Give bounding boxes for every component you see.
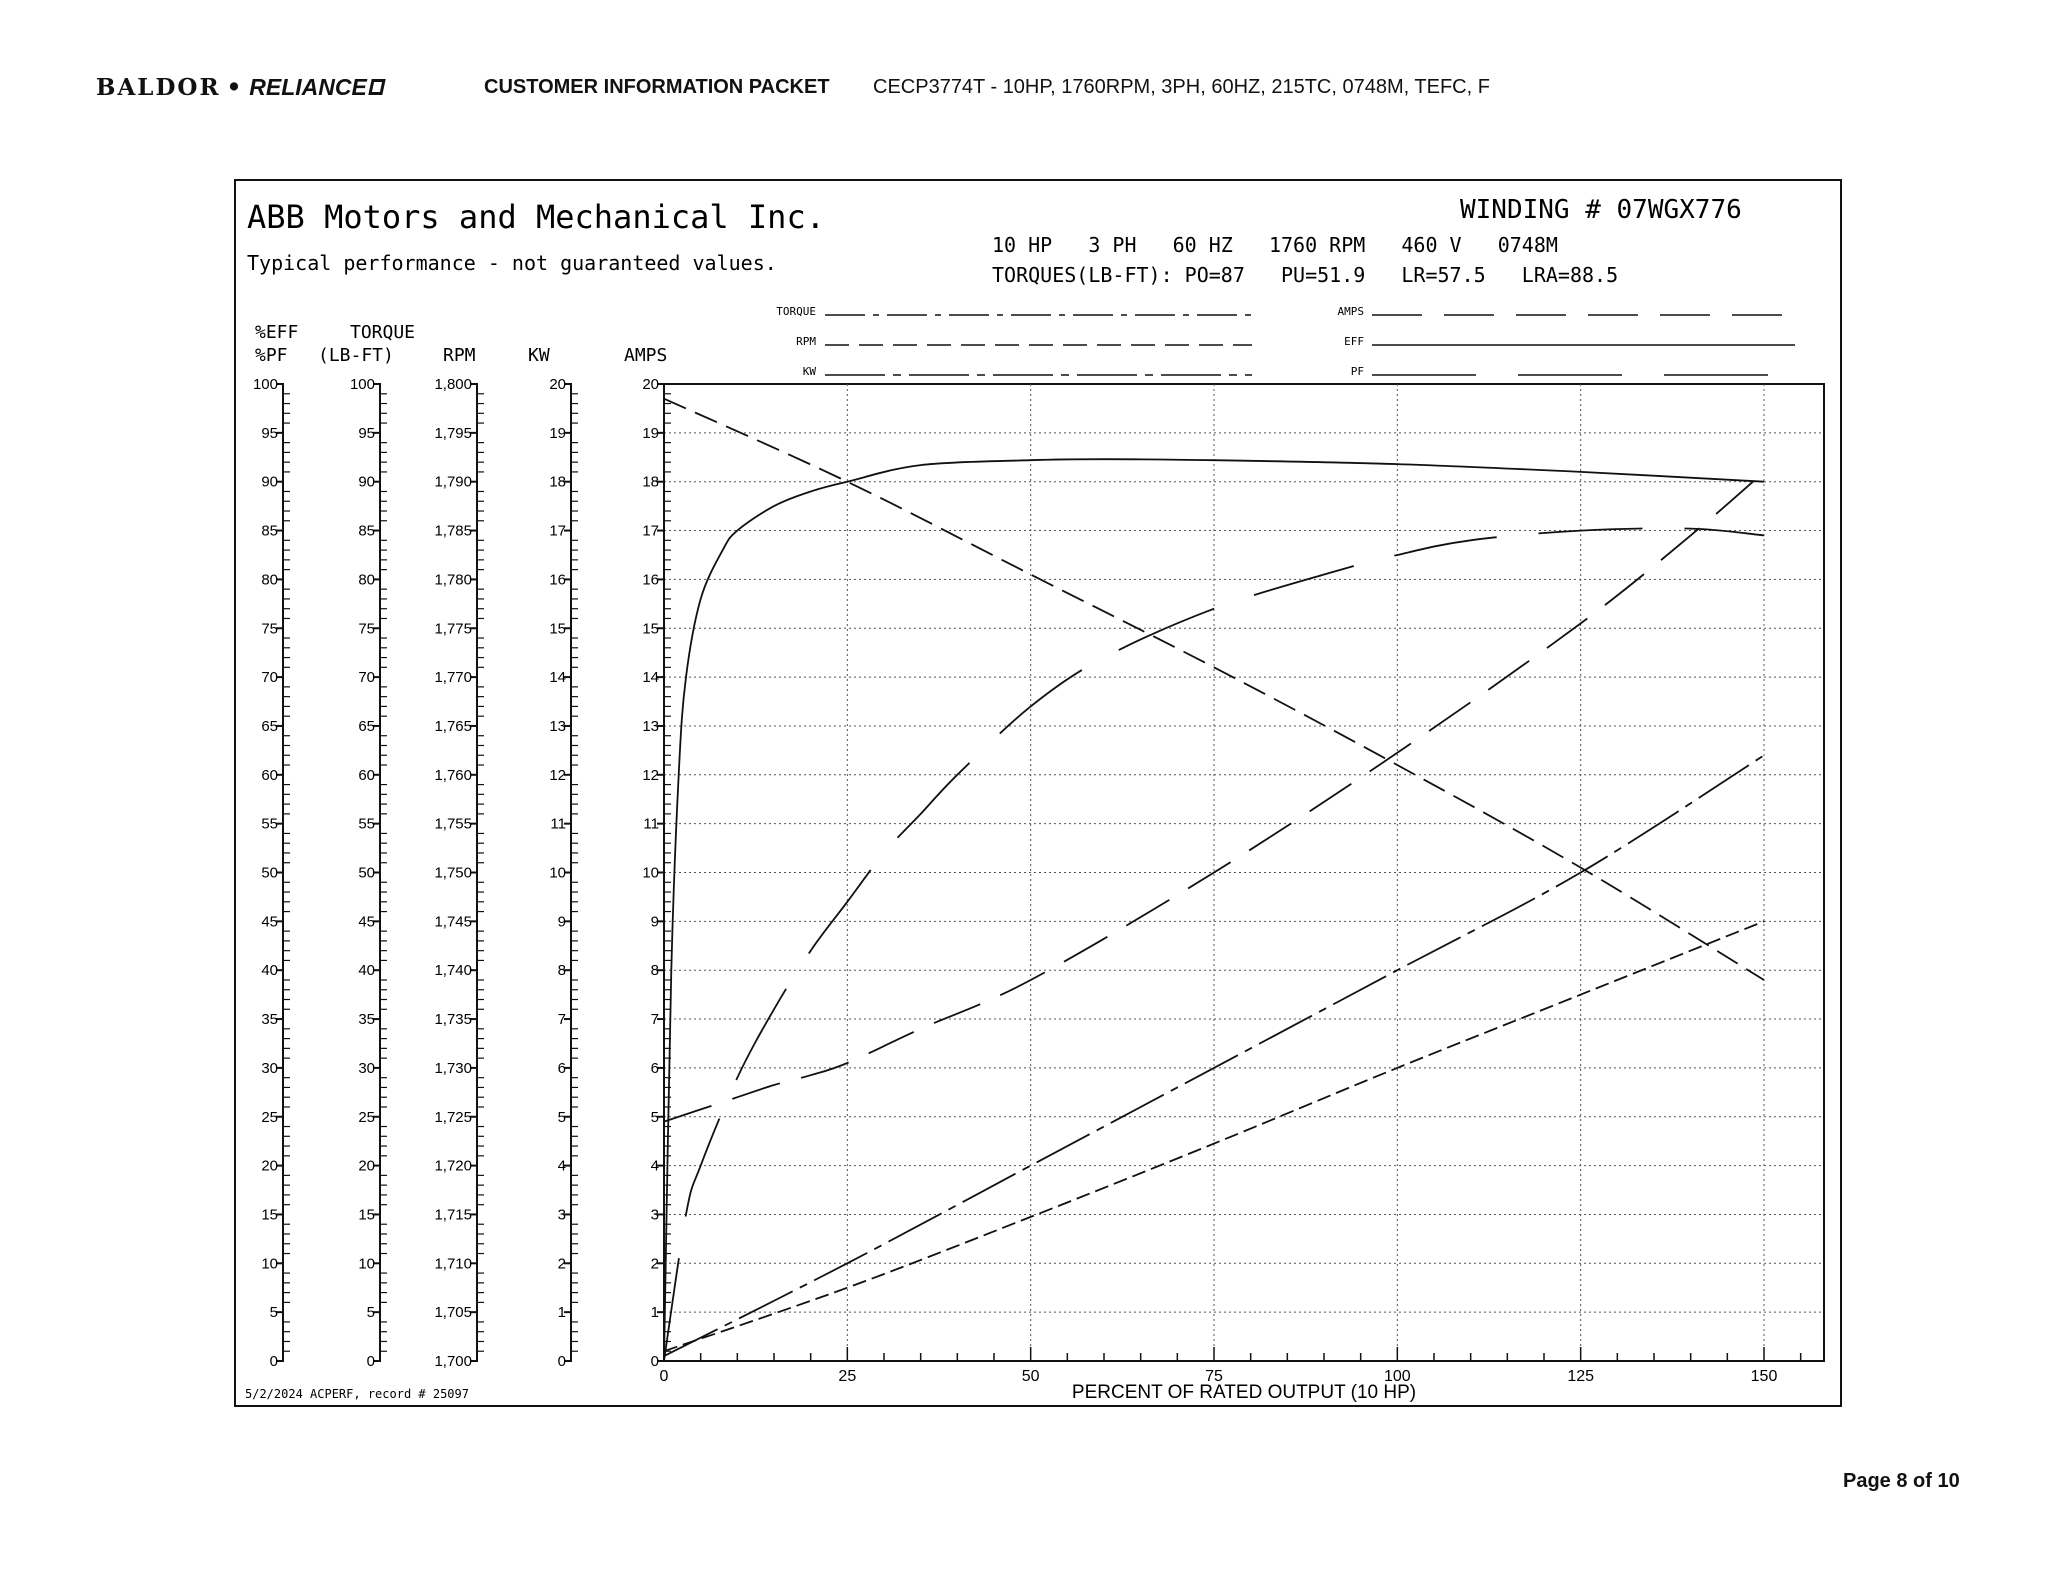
scale-tick-label-kw: 14	[549, 669, 566, 687]
scale-tick-label-amps: 19	[642, 424, 659, 442]
grid-layer	[664, 384, 1824, 1361]
scale-tick-label-torque: 40	[358, 962, 375, 980]
scale-tick-label-eff_pf: 70	[261, 669, 278, 687]
x-axis-label: PERCENT OF RATED OUTPUT (10 HP)	[1071, 1382, 1417, 1403]
scale-tick-label-torque: 35	[358, 1011, 375, 1029]
chart-subtitle: Typical performance - not guaranteed values.	[247, 251, 777, 275]
scale-header-eff_pf: %EFF	[255, 322, 299, 343]
y-scales	[253, 322, 671, 1370]
scale-tick-label-kw: 1	[557, 1304, 566, 1322]
scale-tick-label-eff_pf: 85	[261, 522, 278, 540]
scale-tick-label-kw: 20	[549, 376, 566, 393]
scale-tick-label-eff_pf: 15	[261, 1206, 278, 1224]
scale-tick-label-rpm: 1,795	[434, 424, 472, 442]
scale-header-torque: TORQUE	[350, 322, 416, 343]
scale-tick-label-eff_pf: 60	[261, 766, 278, 784]
scale-tick-label-rpm: 1,715	[434, 1206, 472, 1224]
scale-tick-label-amps: 13	[642, 717, 659, 735]
scale-tick-label-torque: 10	[358, 1255, 375, 1273]
legend-amps-label: AMPS	[1337, 305, 1364, 318]
x-tick-label: 150	[1750, 1368, 1778, 1385]
scale-subheader-rpm: RPM	[443, 345, 476, 366]
logo-text-baldor: BALDOR	[96, 73, 221, 101]
scale-tick-label-torque: 65	[358, 717, 375, 735]
scale-tick-label-rpm: 1,780	[434, 571, 472, 589]
scale-tick-label-kw: 11	[550, 815, 566, 833]
spec-line: CECP3774T - 10HP, 1760RPM, 3PH, 60HZ, 215TC, 0748M, TEFC, F	[873, 75, 1490, 98]
scale-tick-label-kw: 3	[557, 1206, 566, 1224]
scale-tick-label-rpm: 1,755	[434, 815, 472, 833]
x-tick-label: 75	[1205, 1368, 1223, 1385]
scale-subheader-kw: KW	[528, 345, 550, 366]
scale-tick-label-rpm: 1,730	[434, 1059, 472, 1077]
scale-tick-label-eff_pf: 0	[269, 1353, 278, 1370]
legend-pf-label: PF	[1350, 365, 1364, 378]
scale-tick-label-amps: 16	[642, 571, 659, 589]
scale-tick-label-rpm: 1,800	[434, 376, 472, 393]
legend-kw-label: KW	[802, 365, 816, 378]
scale-tick-label-amps: 1	[650, 1304, 659, 1322]
scale-tick-label-torque: 90	[358, 473, 375, 491]
chart-footnote: 5/2/2024 ACPERF, record # 25097	[245, 1387, 469, 1401]
scale-tick-label-rpm: 1,700	[434, 1353, 472, 1370]
scale-tick-label-rpm: 1,705	[434, 1304, 472, 1322]
scale-tick-label-kw: 7	[557, 1011, 566, 1029]
scale-tick-label-amps: 14	[642, 669, 659, 687]
scale-tick-label-eff_pf: 65	[261, 717, 278, 735]
scale-tick-label-eff_pf: 95	[261, 424, 278, 442]
scale-tick-label-amps: 18	[642, 473, 659, 491]
scale-tick-label-rpm: 1,785	[434, 522, 472, 540]
logo-dot: •	[226, 73, 244, 101]
scale-tick-label-amps: 0	[650, 1353, 659, 1370]
scale-tick-label-torque: 20	[358, 1157, 375, 1175]
legend-rpm-label: RPM	[796, 335, 816, 348]
chart-frame	[235, 180, 1841, 1406]
scale-tick-label-rpm: 1,750	[434, 864, 472, 882]
scale-tick-label-torque: 5	[366, 1304, 375, 1322]
scale-tick-label-rpm: 1,770	[434, 669, 472, 687]
scale-tick-label-eff_pf: 25	[261, 1108, 278, 1126]
scale-tick-label-amps: 17	[642, 522, 659, 540]
scale-tick-label-kw: 10	[549, 864, 566, 882]
scale-tick-label-torque: 60	[358, 766, 375, 784]
x-tick-label: 50	[1021, 1368, 1040, 1385]
x-tick-label: 125	[1567, 1368, 1595, 1385]
scale-tick-label-rpm: 1,775	[434, 620, 472, 638]
scale-tick-label-torque: 85	[358, 522, 375, 540]
scale-tick-label-amps: 3	[650, 1206, 659, 1224]
scale-tick-label-torque: 55	[358, 815, 375, 833]
scale-tick-label-kw: 4	[557, 1157, 566, 1175]
scale-tick-label-eff_pf: 80	[261, 571, 278, 589]
scale-tick-label-rpm: 1,740	[434, 962, 472, 980]
x-tick-label: 100	[1383, 1368, 1411, 1385]
scale-tick-label-rpm: 1,725	[434, 1108, 472, 1126]
scale-tick-label-torque: 30	[358, 1059, 375, 1077]
winding-label: WINDING # 07WGX776	[1460, 195, 1742, 225]
scale-tick-label-rpm: 1,720	[434, 1157, 472, 1175]
scale-tick-label-kw: 18	[549, 473, 566, 491]
scale-tick-label-amps: 20	[642, 376, 659, 393]
scale-tick-label-kw: 2	[557, 1255, 566, 1273]
scale-tick-label-kw: 9	[557, 913, 566, 931]
scale-tick-label-eff_pf: 20	[261, 1157, 278, 1175]
scale-tick-label-torque: 15	[358, 1206, 375, 1224]
scale-tick-label-amps: 9	[650, 913, 659, 931]
scale-tick-label-torque: 75	[358, 620, 375, 638]
scale-tick-label-eff_pf: 90	[261, 473, 278, 491]
x-axis	[660, 1347, 1801, 1385]
scale-tick-label-eff_pf: 30	[261, 1059, 278, 1077]
packet-title: CUSTOMER INFORMATION PACKET	[484, 75, 830, 98]
scale-tick-label-rpm: 1,735	[434, 1011, 472, 1029]
scale-tick-label-amps: 11	[643, 815, 659, 833]
x-tick-label: 0	[659, 1368, 669, 1385]
scale-tick-label-amps: 7	[650, 1011, 659, 1029]
scale-tick-label-torque: 80	[358, 571, 375, 589]
scale-tick-label-amps: 6	[650, 1059, 659, 1077]
legend-torque-label: TORQUE	[776, 305, 816, 318]
scale-tick-label-amps: 15	[642, 620, 659, 638]
scale-tick-label-kw: 16	[549, 571, 566, 589]
scale-tick-label-kw: 17	[549, 522, 566, 540]
scale-tick-label-kw: 15	[549, 620, 566, 638]
scale-tick-label-rpm: 1,745	[434, 913, 472, 931]
scale-tick-label-torque: 70	[358, 669, 375, 687]
scale-tick-label-amps: 5	[650, 1108, 659, 1126]
scale-tick-label-torque: 50	[358, 864, 375, 882]
rating-line: 10 HP 3 PH 60 HZ 1760 RPM 460 V 0748M	[992, 233, 1558, 257]
legend-eff-label: EFF	[1344, 335, 1364, 348]
scale-subheader-amps: AMPS	[624, 345, 668, 366]
scale-tick-label-torque: 25	[358, 1108, 375, 1126]
scale-tick-label-amps: 4	[650, 1157, 659, 1175]
scale-tick-label-kw: 8	[557, 962, 566, 980]
scale-tick-label-torque: 95	[358, 424, 375, 442]
scale-subheader-torque: (LB-FT)	[318, 345, 394, 366]
scale-tick-label-eff_pf: 50	[261, 864, 278, 882]
scale-tick-label-rpm: 1,790	[434, 473, 472, 491]
scale-tick-label-amps: 10	[642, 864, 659, 882]
scale-tick-label-rpm: 1,765	[434, 717, 472, 735]
scale-tick-label-rpm: 1,710	[434, 1255, 472, 1273]
scale-tick-label-kw: 5	[557, 1108, 566, 1126]
scale-tick-label-eff_pf: 45	[261, 913, 278, 931]
torque-line: TORQUES(LB-FT): PO=87 PU=51.9 LR=57.5 LRA=88.5	[992, 263, 1619, 287]
scale-tick-label-eff_pf: 40	[261, 962, 278, 980]
scale-tick-label-eff_pf: 10	[261, 1255, 278, 1273]
scale-tick-label-kw: 13	[549, 717, 566, 735]
x-tick-label: 25	[838, 1368, 857, 1385]
scale-tick-label-eff_pf: 55	[261, 815, 278, 833]
scale-tick-label-amps: 8	[650, 962, 659, 980]
page-number: Page 8 of 10	[1843, 1470, 1960, 1492]
scale-tick-label-amps: 2	[650, 1255, 659, 1273]
logo-text-reliance: RELIANCE	[249, 73, 367, 100]
scale-tick-label-amps: 12	[642, 766, 659, 784]
company-title: ABB Motors and Mechanical Inc.	[247, 198, 825, 236]
scale-tick-label-eff_pf: 5	[269, 1304, 278, 1322]
scale-tick-label-eff_pf: 75	[261, 620, 278, 638]
scale-tick-label-torque: 100	[349, 376, 375, 393]
scale-subheader-eff_pf: %PF	[255, 345, 288, 366]
scale-tick-label-torque: 45	[358, 913, 375, 931]
scale-tick-label-kw: 12	[549, 766, 566, 784]
scale-tick-label-eff_pf: 100	[252, 376, 278, 393]
scale-tick-label-kw: 0	[557, 1353, 566, 1370]
scale-tick-label-rpm: 1,760	[434, 766, 472, 784]
scale-tick-label-torque: 0	[366, 1353, 375, 1370]
scale-tick-label-eff_pf: 35	[261, 1011, 278, 1029]
scale-tick-label-kw: 6	[557, 1059, 566, 1077]
scale-tick-label-kw: 19	[549, 424, 566, 442]
